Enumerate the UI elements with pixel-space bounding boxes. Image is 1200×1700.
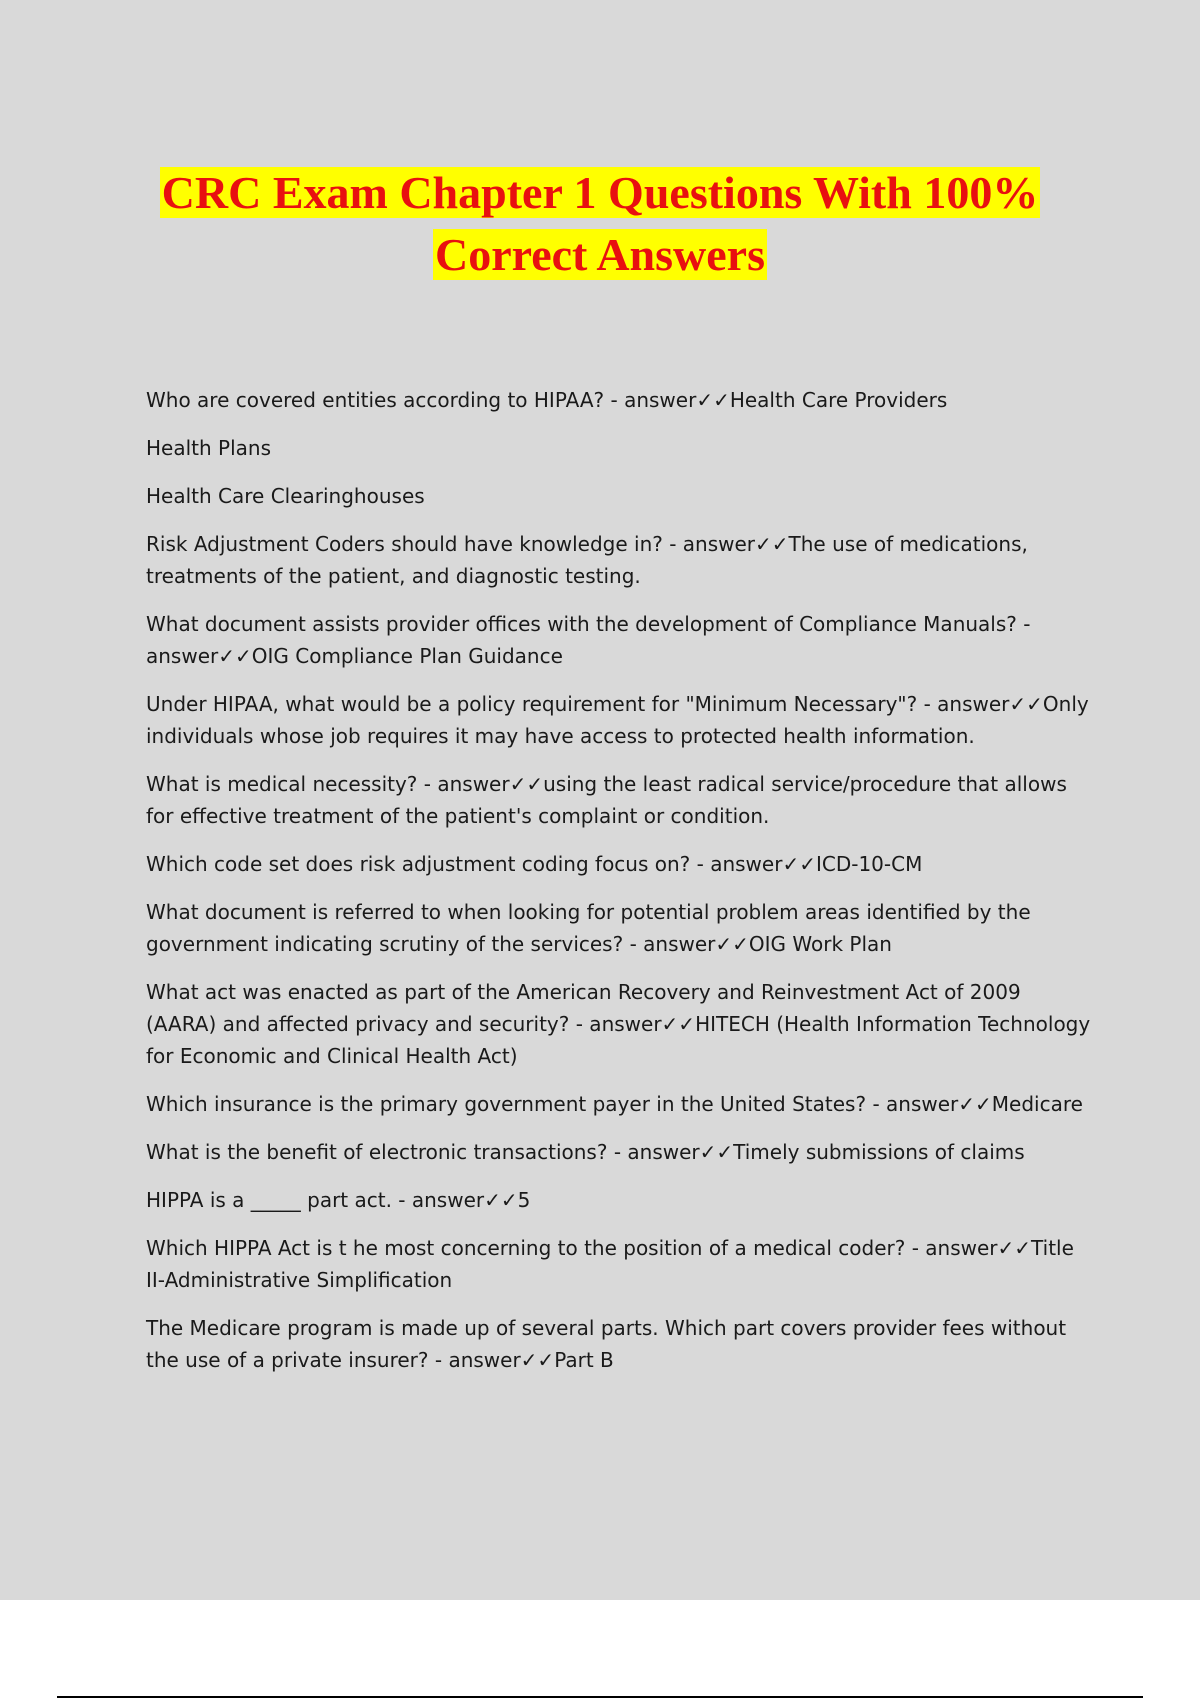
qa-line: Which code set does risk adjustment coding focus on? - answer✓✓ICD-10-CM [146,852,923,876]
footer-divider [57,1696,1143,1698]
qa-line: Who are covered entities according to HIPAA? - answer✓✓Health Care Providers [146,388,948,412]
document-title [100,162,1100,286]
qa-line: Health Plans [146,436,271,460]
title-line-2: Correct Answers [435,229,765,280]
qa-line: HIPPA is a _____ part act. - answer✓✓5 [146,1188,531,1212]
qa-line: Health Care Clearinghouses [146,484,425,508]
qa-line: What document assists provider offices with the development of Compliance Manuals? - answer✓✓OIG Compliance Plan Guidance [146,612,1037,668]
qa-list [146,384,1096,1392]
qa-line: The Medicare program is made up of several parts. Which part covers provider fees without the use of a private insurer? - answer✓✓Part B [146,1316,1073,1372]
qa-line: Risk Adjustment Coders should have knowledge in? - answer✓✓The use of medications, treatments of the patient, and diagnostic testing. [146,532,1035,588]
title-line-1: CRC Exam Chapter 1 Questions With 100% [161,167,1039,218]
qa-line: Which insurance is the primary government payer in the United States? - answer✓✓Medicare [146,1092,1083,1116]
qa-line: What act was enacted as part of the American Recovery and Reinvestment Act of 2009 (AARA) and affected privacy and security? - answer✓✓HITECH (Health Information Technology for Economic and Clinical Health Act) [146,980,1097,1068]
qa-line: Under HIPAA, what would be a policy requirement for "Minimum Necessary"? - answer✓✓Only individuals whose job requires it may have access to protected health information. [146,692,1096,748]
qa-line: What is the benefit of electronic transactions? - answer✓✓Timely submissions of claims [146,1140,1025,1164]
qa-line: Which HIPPA Act is t he most concerning to the position of a medical coder? - answer✓✓Title II-Administrative Simplification [146,1236,1081,1292]
qa-line: What is medical necessity? - answer✓✓using the least radical service/procedure that allows for effective treatment of the patient's complaint or condition. [146,772,1074,828]
qa-line: What document is referred to when looking for potential problem areas identified by the government indicating scrutiny of the services? - answer✓✓OIG Work Plan [146,900,1037,956]
